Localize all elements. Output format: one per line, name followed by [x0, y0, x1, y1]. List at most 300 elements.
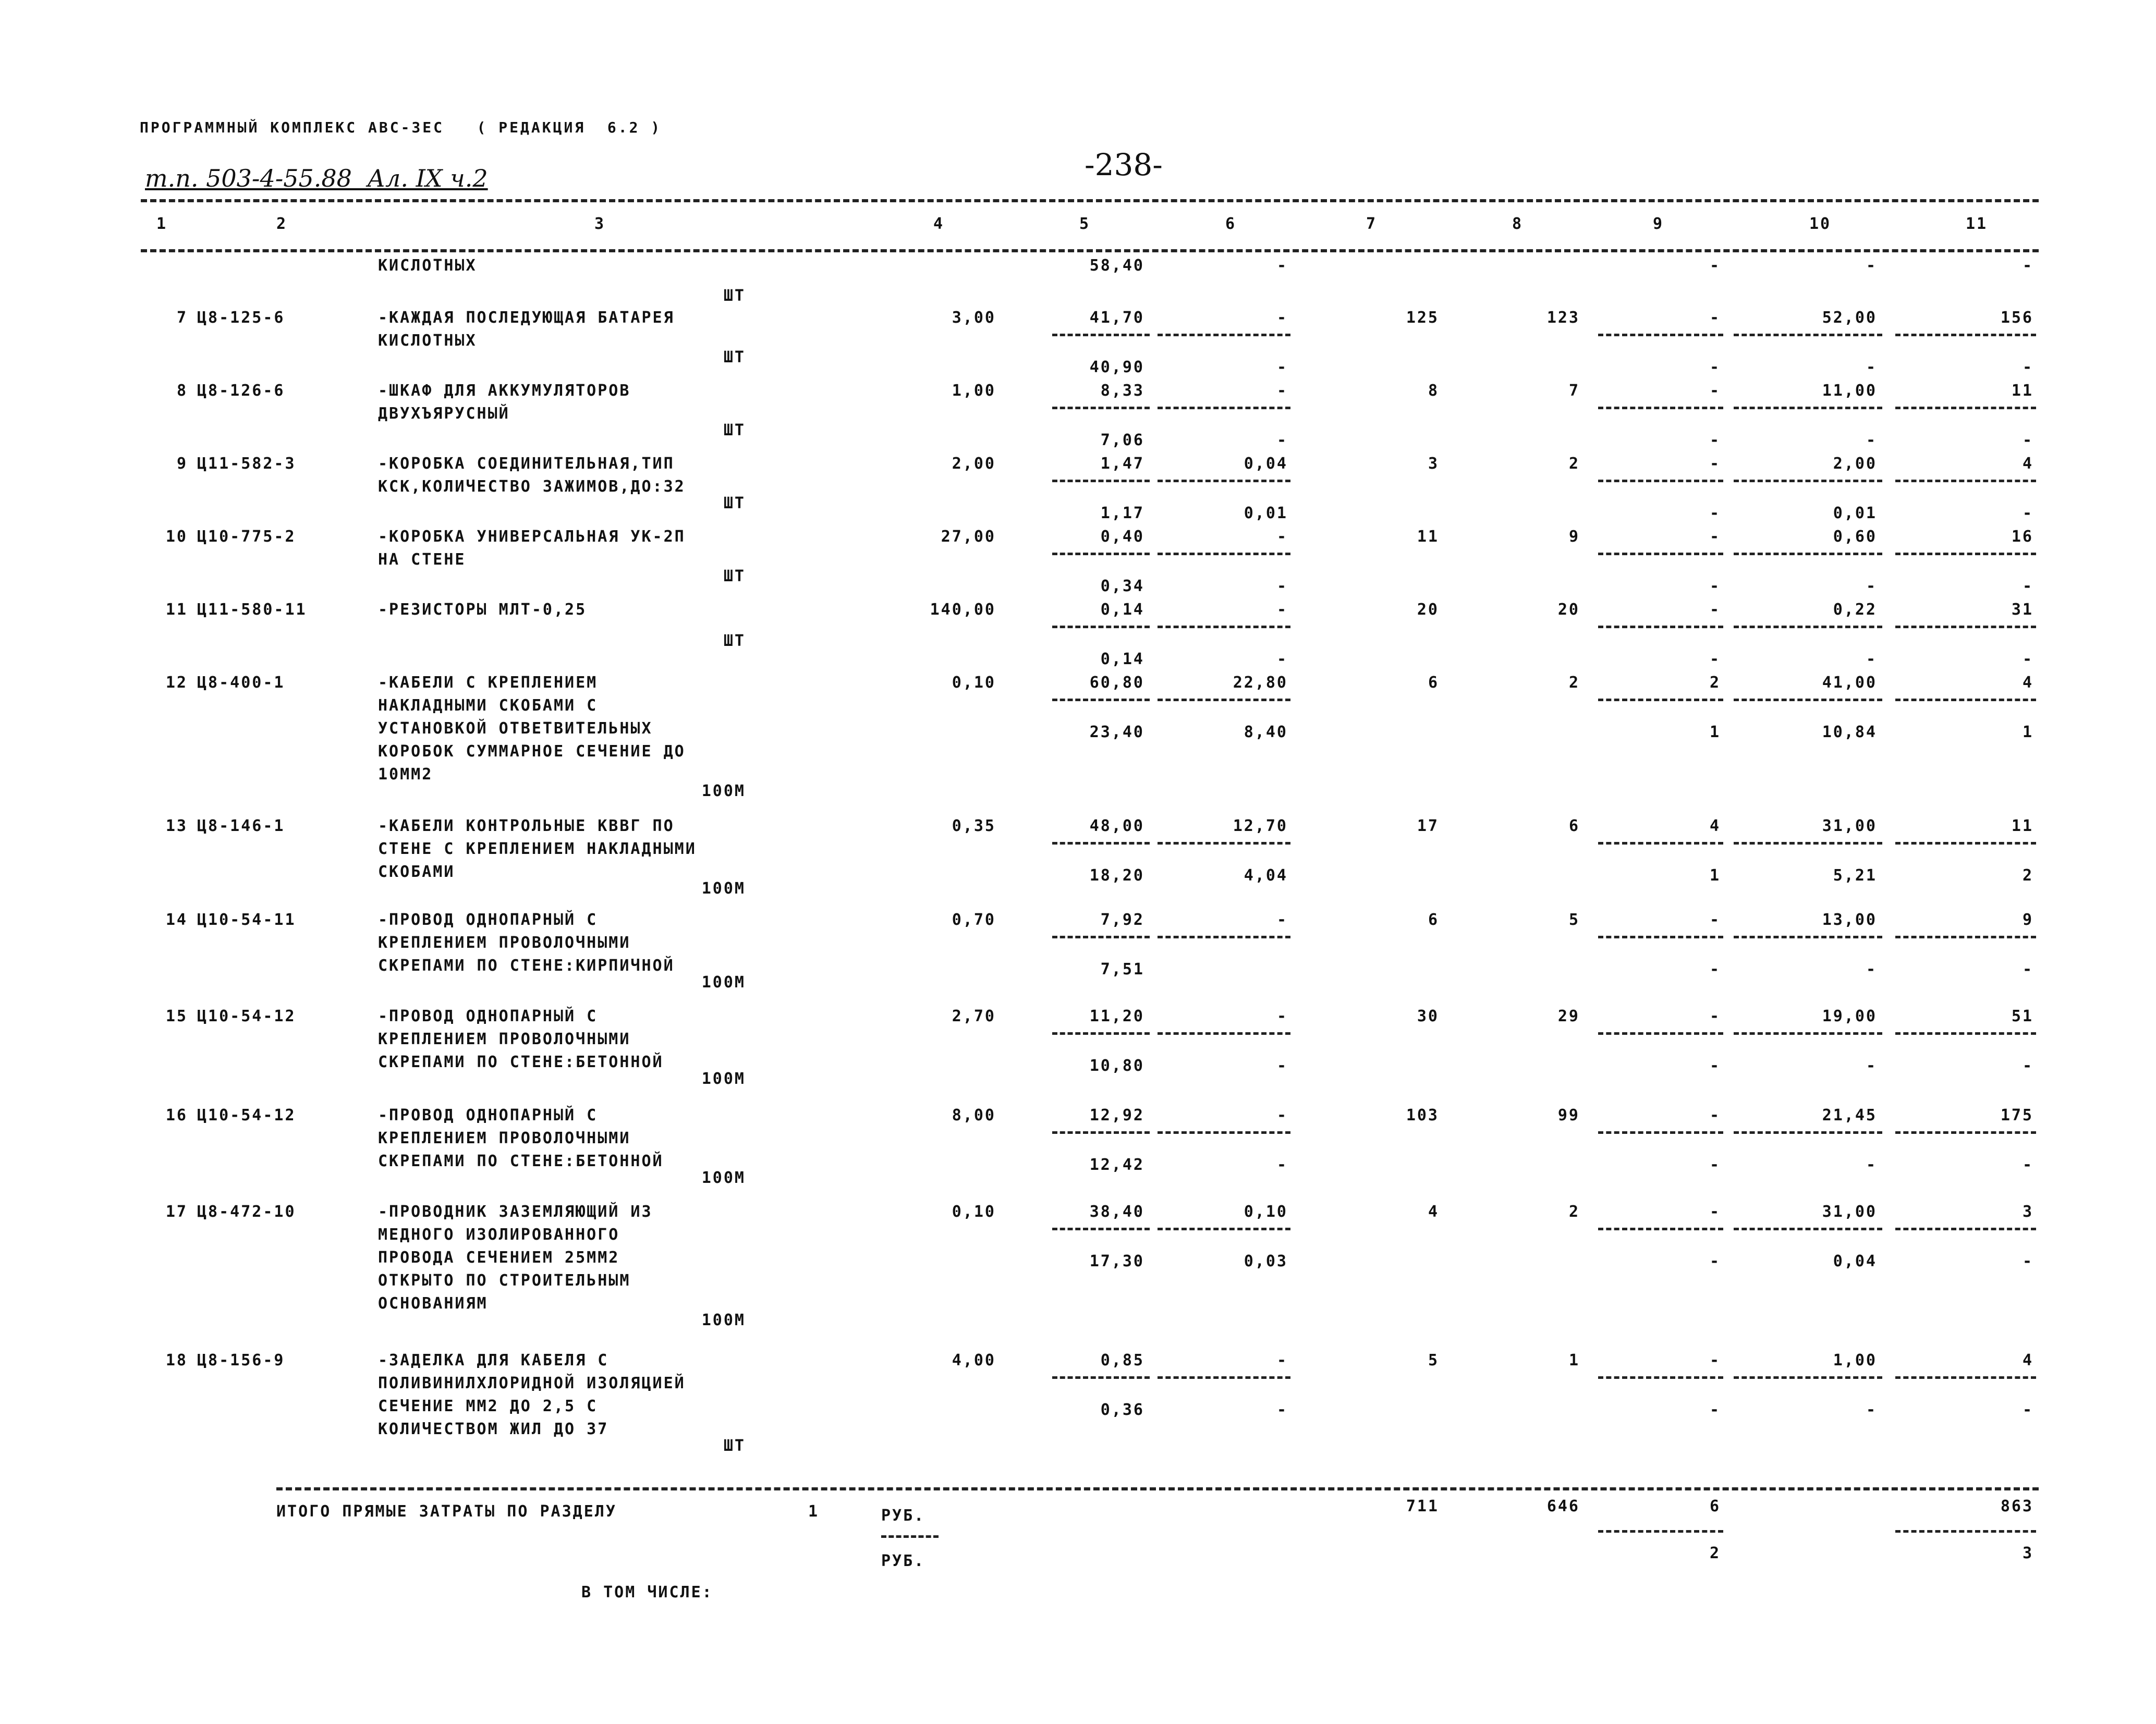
cell-divider: [1598, 1032, 1723, 1035]
unit-wage-total: 0,36: [1100, 1401, 1144, 1419]
total-unit-rub-2: РУБ.: [881, 1552, 925, 1570]
quantity: 8,00: [952, 1106, 996, 1124]
cell-divider: [1598, 1228, 1723, 1230]
total-labor-sum: 6: [1709, 1497, 1721, 1515]
unit-wage-total: 10,80: [1089, 1057, 1144, 1075]
labor-total: 16: [2011, 528, 2033, 546]
row-number: 12: [165, 674, 188, 692]
total-cost: 6: [1428, 911, 1439, 929]
item-description: -ЗАДЕЛКА ДЛЯ КАБЕЛЯ С: [378, 1351, 609, 1370]
item-description: КРЕПЛЕНИЕМ ПРОВОЛОЧНЫМИ: [378, 1030, 631, 1048]
total-materials: 7: [1568, 382, 1580, 400]
total-cost: 30: [1417, 1007, 1439, 1025]
unit-wage-total: 7,06: [1100, 431, 1144, 449]
total-cost: 125: [1406, 309, 1439, 327]
unit-cost-total: 7,92: [1100, 911, 1144, 929]
labor-wage-norm: -: [1866, 577, 1877, 595]
quantity: 0,10: [952, 674, 996, 692]
labor-wage-norm: -: [1866, 1156, 1877, 1174]
labor-cost: -: [1709, 382, 1721, 400]
unit-cost-machines: -: [1276, 528, 1288, 546]
total-materials-sum: 646: [1546, 1497, 1580, 1515]
item-code: Ц10-775-2: [197, 528, 296, 546]
labor-total: 31: [2011, 601, 2033, 619]
unit-wage-machines: -: [1276, 1156, 1288, 1174]
item-description: -ПРОВОД ОДНОПАРНЫЙ С: [378, 911, 598, 929]
unit-of-measure: ШТ: [723, 421, 746, 439]
column-header-10: 10: [1809, 215, 1832, 233]
unit-cost-machines: 0,10: [1244, 1203, 1288, 1221]
unit-cost-machines: -: [1276, 309, 1288, 327]
unit-cost-machines: 12,70: [1233, 817, 1288, 835]
unit-cost-total: 12,92: [1089, 1106, 1144, 1124]
item-description: -КАБЕЛИ КОНТРОЛЬНЫЕ КВВГ ПО: [378, 817, 675, 835]
including-label: В ТОМ ЧИСЛЕ:: [581, 1583, 713, 1601]
item-description: -ПРОВОД ОДНОПАРНЫЙ С: [378, 1007, 598, 1025]
labor-wage-total: -: [2022, 1057, 2033, 1075]
cell-divider: [1598, 407, 1723, 409]
cell-divider: [1598, 553, 1723, 555]
quantity: 0,10: [952, 1203, 996, 1221]
unit-cost-machines: -: [1276, 382, 1288, 400]
item-code: Ц8-156-9: [197, 1351, 285, 1370]
item-description: КСК,КОЛИЧЕСТВО ЗАЖИМОВ,ДО:32: [378, 478, 686, 496]
item-description: КОРОБОК СУММАРНОЕ СЕЧЕНИЕ ДО: [378, 742, 686, 761]
total-materials: 99: [1557, 1106, 1580, 1124]
unit-of-measure: 100М: [701, 782, 746, 800]
cell-divider: [1598, 480, 1723, 482]
unit-wage-total: 7,51: [1100, 960, 1144, 979]
unit-wage-machines: -: [1276, 650, 1288, 668]
column-header-2: 2: [276, 215, 288, 233]
cell-divider: [1052, 842, 1150, 845]
row-number: 8: [176, 382, 188, 400]
item-description: УСТАНОВКОЙ ОТВЕТВИТЕЛЬНЫХ: [378, 719, 653, 738]
page-number: -238-: [1085, 147, 1163, 182]
unit-cost-machines: -: [1276, 1007, 1288, 1025]
labor-cost: -: [1709, 1007, 1721, 1025]
labor-total: 4: [2022, 674, 2033, 692]
cell-divider: [1734, 936, 1882, 938]
cell-divider: [1158, 334, 1290, 336]
total-cost: 20: [1417, 601, 1439, 619]
labor-norm: 13,00: [1822, 911, 1877, 929]
total-materials: 20: [1557, 601, 1580, 619]
unit-cost-machines: -: [1276, 1351, 1288, 1370]
total-materials: 123: [1546, 309, 1580, 327]
unit-of-measure: 100М: [701, 1311, 746, 1329]
cell-divider: [1734, 626, 1882, 628]
column-header-5: 5: [1079, 215, 1091, 233]
item-description: -ПРОВОД ОДНОПАРНЫЙ С: [378, 1106, 598, 1124]
labor-cost: 2: [1709, 674, 1721, 692]
unit-of-measure: 100М: [701, 1169, 746, 1187]
cell-divider: [1734, 480, 1882, 482]
unit-cost-machines: -: [1276, 911, 1288, 929]
unit-of-measure: ШТ: [723, 287, 746, 305]
cell-divider: [1895, 553, 2036, 555]
cell-divider: [1052, 480, 1150, 482]
labor-wage-total: -: [2022, 960, 2033, 979]
cell-divider: [1052, 334, 1150, 336]
labor-wage: -: [1709, 504, 1721, 522]
labor-norm: 31,00: [1822, 817, 1877, 835]
row-number: 7: [176, 309, 188, 327]
total-section-number: 1: [808, 1502, 820, 1521]
labor-norm: 31,00: [1822, 1203, 1877, 1221]
unit-wage-total: 18,20: [1089, 866, 1144, 885]
item-description: -ШКАФ ДЛЯ АККУМУЛЯТОРОВ: [378, 382, 631, 400]
unit-wage-machines: -: [1276, 358, 1288, 376]
labor-wage: -: [1709, 650, 1721, 668]
unit-cost-machines: 22,80: [1233, 674, 1288, 692]
total-labor-wage-sum: 2: [1709, 1544, 1721, 1562]
cell-divider: [1734, 1131, 1882, 1134]
labor-wage-norm: -: [1866, 431, 1877, 449]
row-number: 15: [165, 1007, 188, 1025]
row-number: 10: [165, 528, 188, 546]
labor-wage-norm: 0,04: [1833, 1252, 1877, 1270]
labor-wage-total: -: [2022, 1156, 2033, 1174]
cell-divider: [1895, 1530, 2036, 1533]
labor-wage-total: 2: [2022, 866, 2033, 885]
cell-divider: [1052, 626, 1150, 628]
total-materials: 5: [1568, 911, 1580, 929]
item-description: ПРОВОДА СЕЧЕНИЕМ 25ММ2: [378, 1249, 620, 1267]
labor-norm: 11,00: [1822, 382, 1877, 400]
cell-divider: [1895, 699, 2036, 701]
column-header-6: 6: [1225, 215, 1237, 233]
labor-norm: -: [1866, 256, 1877, 275]
cell-divider: [1734, 553, 1882, 555]
unit-cost-total: 48,00: [1089, 817, 1144, 835]
item-description: СКРЕПАМИ ПО СТЕНЕ:БЕТОННОЙ: [378, 1053, 664, 1071]
labor-cost: -: [1709, 601, 1721, 619]
labor-norm: 21,45: [1822, 1106, 1877, 1124]
total-cost: 6: [1428, 674, 1439, 692]
labor-cost: -: [1709, 1106, 1721, 1124]
cell-divider: [1734, 407, 1882, 409]
cell-divider: [1895, 1131, 2036, 1134]
labor-wage-total: -: [2022, 1252, 2033, 1270]
total-materials: 2: [1568, 674, 1580, 692]
cell-divider: [1158, 626, 1290, 628]
item-description: СЕЧЕНИЕ ММ2 ДО 2,5 С: [378, 1397, 598, 1415]
unit-cost-machines: -: [1276, 1106, 1288, 1124]
cell-divider: [1895, 842, 2036, 845]
quantity: 2,70: [952, 1007, 996, 1025]
unit-of-measure: 100М: [701, 1070, 746, 1088]
item-description: КИСЛОТНЫХ: [378, 256, 477, 275]
quantity: 3,00: [952, 309, 996, 327]
cell-divider: [1734, 699, 1882, 701]
unit-cost-total: 41,70: [1089, 309, 1144, 327]
total-cost-sum: 711: [1406, 1497, 1439, 1515]
column-header-1: 1: [156, 215, 168, 233]
labor-wage: -: [1709, 960, 1721, 979]
table-top-rule: [141, 199, 2039, 202]
cell-divider: [1158, 842, 1290, 845]
item-code: Ц8-146-1: [197, 817, 285, 835]
unit-wage-total: 17,30: [1089, 1252, 1144, 1270]
labor-cost: 4: [1709, 817, 1721, 835]
unit-wage-machines: -: [1276, 431, 1288, 449]
cell-divider: [1158, 407, 1290, 409]
labor-total: 4: [2022, 455, 2033, 473]
cell-divider: [1895, 936, 2036, 938]
cell-divider: [1598, 626, 1723, 628]
item-code: Ц8-126-6: [197, 382, 285, 400]
cell-divider: [1158, 1032, 1290, 1035]
unit-wage-machines: -: [1276, 577, 1288, 595]
labor-wage: -: [1709, 577, 1721, 595]
item-description: ОСНОВАНИЯМ: [378, 1294, 488, 1313]
quantity: 140,00: [930, 601, 996, 619]
cell-divider: [1158, 699, 1290, 701]
cell-divider: [1052, 407, 1150, 409]
unit-wage-total: 0,14: [1100, 650, 1144, 668]
labor-wage: -: [1709, 1401, 1721, 1419]
row-number: 9: [176, 455, 188, 473]
labor-wage-total: -: [2022, 431, 2033, 449]
unit-of-measure: 100М: [701, 973, 746, 992]
unit-of-measure: ШТ: [723, 1437, 746, 1455]
unit-cost-machines: 0,04: [1244, 455, 1288, 473]
unit-wage-total: 1,17: [1100, 504, 1144, 522]
unit-wage-total: 40,90: [1089, 358, 1144, 376]
item-description: ПОЛИВИНИЛХЛОРИДНОЙ ИЗОЛЯЦИЕЙ: [378, 1374, 686, 1392]
labor-wage: 1: [1709, 866, 1721, 885]
row-number: 17: [165, 1203, 188, 1221]
cell-divider: [1598, 936, 1723, 938]
cell-divider: [1895, 1376, 2036, 1379]
total-labor-total-sum: 863: [2000, 1497, 2033, 1515]
unit-of-measure: ШТ: [723, 567, 746, 585]
cell-divider: [1598, 1530, 1723, 1533]
column-header-7: 7: [1366, 215, 1378, 233]
labor-wage-norm: -: [1866, 650, 1877, 668]
labor-wage: -: [1709, 1252, 1721, 1270]
header-bottom-rule: [141, 249, 2039, 252]
labor-wage: 1: [1709, 723, 1721, 741]
labor-norm: 52,00: [1822, 309, 1877, 327]
item-code: Ц11-582-3: [197, 455, 296, 473]
labor-wage-total: -: [2022, 577, 2033, 595]
labor-norm: 1,00: [1833, 1351, 1877, 1370]
unit-wage-total: 0,34: [1100, 577, 1144, 595]
labor-norm: 41,00: [1822, 674, 1877, 692]
labor-cost: -: [1709, 528, 1721, 546]
total-materials: 2: [1568, 455, 1580, 473]
item-description: КРЕПЛЕНИЕМ ПРОВОЛОЧНЫМИ: [378, 1129, 631, 1147]
unit-wage-machines: 4,04: [1244, 866, 1288, 885]
document-reference: т.п. 503-4-55.88 Ал. IX ч.2: [145, 164, 488, 192]
unit-of-measure: ШТ: [723, 632, 746, 650]
unit-wage-total: 12,42: [1089, 1156, 1144, 1174]
item-description: 10ММ2: [378, 765, 433, 784]
item-description: -КОРОБКА УНИВЕРСАЛЬНАЯ УК-2П: [378, 528, 686, 546]
column-header-3: 3: [594, 215, 606, 233]
cell-divider: [1158, 1376, 1290, 1379]
labor-wage-total: -: [2022, 650, 2033, 668]
row-number: 16: [165, 1106, 188, 1124]
labor-cost: -: [1709, 1351, 1721, 1370]
column-header-9: 9: [1653, 215, 1664, 233]
labor-wage-norm: -: [1866, 358, 1877, 376]
quantity: 27,00: [941, 528, 996, 546]
labor-cost: -: [1709, 455, 1721, 473]
cell-divider: [1158, 553, 1290, 555]
total-labor-wage-total-sum: 3: [2022, 1544, 2033, 1562]
program-header: ПРОГРАММНЫЙ КОМПЛЕКС АВС-3ЕС ( РЕДАКЦИЯ 6.2 ): [140, 119, 662, 136]
total-unit-rub: РУБ.: [881, 1507, 925, 1525]
cell-divider: [1895, 626, 2036, 628]
item-description: СКОБАМИ: [378, 863, 455, 881]
cell-divider: [1895, 334, 2036, 336]
labor-wage-norm: -: [1866, 1401, 1877, 1419]
labor-total: 11: [2011, 382, 2033, 400]
item-description: СТЕНЕ С КРЕПЛЕНИЕМ НАКЛАДНЫМИ: [378, 840, 697, 858]
labor-cost: -: [1709, 911, 1721, 929]
cell-divider: [1158, 480, 1290, 482]
total-cost: 17: [1417, 817, 1439, 835]
labor-total: 51: [2011, 1007, 2033, 1025]
unit-cost-machines: -: [1276, 256, 1288, 275]
total-materials: 6: [1568, 817, 1580, 835]
item-description: НА СТЕНЕ: [378, 551, 466, 569]
unit-cost-machines: -: [1276, 601, 1288, 619]
cell-divider: [1598, 1131, 1723, 1134]
labor-wage: -: [1709, 1057, 1721, 1075]
cell-divider: [1895, 480, 2036, 482]
item-description: -КАБЕЛИ С КРЕПЛЕНИЕМ: [378, 674, 598, 692]
total-label: ИТОГО ПРЯМЫЕ ЗАТРАТЫ ПО РАЗДЕЛУ: [276, 1502, 617, 1521]
labor-wage: -: [1709, 1156, 1721, 1174]
unit-cost-total: 8,33: [1100, 382, 1144, 400]
item-description: -КАЖДАЯ ПОСЛЕДУЮЩАЯ БАТАРЕЯ: [378, 309, 675, 327]
labor-wage-norm: 5,21: [1833, 866, 1877, 885]
item-description: СКРЕПАМИ ПО СТЕНЕ:БЕТОННОЙ: [378, 1152, 664, 1170]
total-cost: 5: [1428, 1351, 1439, 1370]
item-description: ОТКРЫТО ПО СТРОИТЕЛЬНЫМ: [378, 1271, 631, 1290]
unit-of-measure: ШТ: [723, 348, 746, 366]
unit-cost-total: 60,80: [1089, 674, 1144, 692]
labor-total: 4: [2022, 1351, 2033, 1370]
quantity: 0,35: [952, 817, 996, 835]
labor-wage-total: -: [2022, 1401, 2033, 1419]
quantity: 2,00: [952, 455, 996, 473]
unit-cost-total: 58,40: [1089, 256, 1144, 275]
column-header-8: 8: [1512, 215, 1524, 233]
labor-wage-norm: 10,84: [1822, 723, 1877, 741]
labor-total: 175: [2000, 1106, 2033, 1124]
labor-total: 11: [2011, 817, 2033, 835]
item-code: Ц10-54-12: [197, 1106, 296, 1124]
total-materials: 9: [1568, 528, 1580, 546]
cell-divider: [1052, 1131, 1150, 1134]
row-number: 11: [165, 601, 188, 619]
unit-cost-total: 1,47: [1100, 455, 1144, 473]
item-description: ДВУХЪЯРУСНЫЙ: [378, 405, 510, 423]
cell-divider: [1598, 334, 1723, 336]
unit-cost-total: 0,85: [1100, 1351, 1144, 1370]
cell-divider: [1895, 1032, 2036, 1035]
total-cost: 8: [1428, 382, 1439, 400]
cell-divider: [1598, 699, 1723, 701]
item-description: НАКЛАДНЫМИ СКОБАМИ С: [378, 696, 598, 715]
total-materials: 2: [1568, 1203, 1580, 1221]
item-code: Ц11-580-11: [197, 601, 307, 619]
cell-divider: [1734, 1228, 1882, 1230]
unit-wage-machines: -: [1276, 1401, 1288, 1419]
labor-cost: -: [1709, 309, 1721, 327]
unit-wage-machines: -: [1276, 1057, 1288, 1075]
item-description: -КОРОБКА СОЕДИНИТЕЛЬНАЯ,ТИП: [378, 455, 675, 473]
cell-divider: [1052, 936, 1150, 938]
item-code: Ц8-472-10: [197, 1203, 296, 1221]
total-cost: 4: [1428, 1203, 1439, 1221]
cell-divider: [1734, 842, 1882, 845]
row-number: 14: [165, 911, 188, 929]
item-description: МЕДНОГО ИЗОЛИРОВАННОГО: [378, 1226, 620, 1244]
labor-wage-norm: -: [1866, 1057, 1877, 1075]
labor-wage-total: 1: [2022, 723, 2033, 741]
total-materials: 1: [1568, 1351, 1580, 1370]
item-description: КРЕПЛЕНИЕМ ПРОВОЛОЧНЫМИ: [378, 934, 631, 952]
column-header-4: 4: [933, 215, 945, 233]
labor-total: 9: [2022, 911, 2033, 929]
cell-divider: [1052, 1032, 1150, 1035]
labor-norm: 2,00: [1833, 455, 1877, 473]
row-number: 13: [165, 817, 188, 835]
labor-norm: 19,00: [1822, 1007, 1877, 1025]
cell-divider: [1052, 699, 1150, 701]
cell-divider: [881, 1535, 939, 1538]
item-code: Ц10-54-11: [197, 911, 296, 929]
total-materials: 29: [1557, 1007, 1580, 1025]
cell-divider: [1052, 553, 1150, 555]
cell-divider: [1734, 1376, 1882, 1379]
cell-divider: [1052, 1376, 1150, 1379]
item-description: КОЛИЧЕСТВОМ ЖИЛ ДО 37: [378, 1420, 609, 1438]
labor-total: 3: [2022, 1203, 2033, 1221]
column-header-11: 11: [1966, 215, 1988, 233]
item-code: Ц8-400-1: [197, 674, 285, 692]
item-code: Ц10-54-12: [197, 1007, 296, 1025]
unit-cost-total: 11,20: [1089, 1007, 1144, 1025]
labor-wage: -: [1709, 431, 1721, 449]
unit-cost-total: 0,14: [1100, 601, 1144, 619]
quantity: 4,00: [952, 1351, 996, 1370]
item-description: СКРЕПАМИ ПО СТЕНЕ:КИРПИЧНОЙ: [378, 957, 675, 975]
cell-divider: [1158, 1228, 1290, 1230]
unit-cost-total: 38,40: [1089, 1203, 1144, 1221]
unit-of-measure: ШТ: [723, 494, 746, 512]
cell-divider: [1895, 1228, 2036, 1230]
unit-wage-machines: 8,40: [1244, 723, 1288, 741]
cell-divider: [1598, 842, 1723, 845]
item-description: -ПРОВОДНИК ЗАЗЕМЛЯЮЩИЙ ИЗ: [378, 1203, 653, 1221]
cell-divider: [1052, 1228, 1150, 1230]
cell-divider: [1158, 1131, 1290, 1134]
item-description: -РЕЗИСТОРЫ МЛТ-0,25: [378, 601, 587, 619]
item-description: КИСЛОТНЫХ: [378, 332, 477, 350]
unit-wage-total: 23,40: [1089, 723, 1144, 741]
total-cost: 3: [1428, 455, 1439, 473]
unit-of-measure: 100М: [701, 879, 746, 898]
cell-divider: [1158, 936, 1290, 938]
labor-wage-total: -: [2022, 504, 2033, 522]
